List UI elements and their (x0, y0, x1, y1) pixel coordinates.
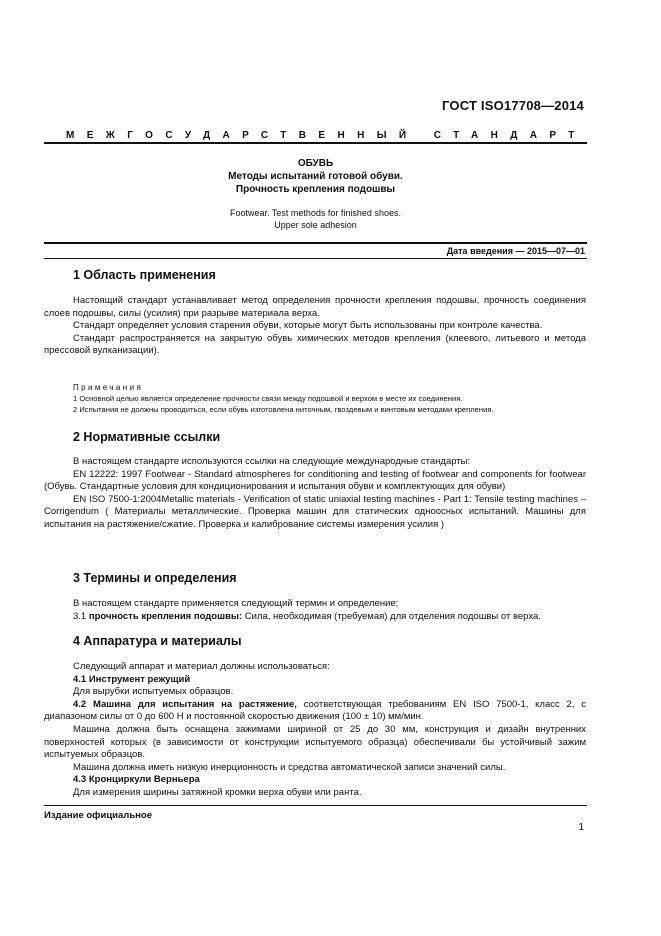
english-title-block (44, 208, 587, 231)
subsection-heading (44, 674, 586, 687)
subsection-4-2-title: 4.2 Машина для испытания на растяжение, (73, 698, 297, 710)
section-2-body (44, 456, 586, 532)
intro-rule-bottom (44, 258, 587, 259)
interstate-standard-banner: МЕЖГОСУДАРСТВЕННЫЙ СТАНДАРТ (66, 130, 587, 141)
paragraph (44, 699, 586, 724)
section-2-heading: 2 Нормативные ссылки (73, 430, 221, 444)
term-text: Сила, необходимая (требуемая) для отделения подошвы от верха. (244, 610, 541, 622)
paragraph: Машина должна иметь низкую инерционность и средства автоматической записи значений силы. (73, 761, 506, 773)
subsection-4-1-title: 4.1 Инструмент режущий (73, 673, 191, 685)
term: прочность крепления подошвы: (88, 610, 243, 622)
subsection-heading (44, 774, 586, 787)
page-number: 1 (578, 822, 584, 833)
top-rule (44, 142, 587, 144)
title-line-1: ОБУВЬ (297, 158, 334, 169)
section-4-body (44, 661, 586, 800)
intro-rule-top (44, 242, 587, 244)
notes-heading: Примечания (73, 383, 144, 392)
note-1: 1 Основной целью является определение прочности связи между подошвой и верхом в месте их соединения. (73, 394, 463, 403)
document-number: ГОСТ ISO17708—2014 (442, 98, 584, 113)
paragraph: Следующий аппарат и материал должны использоваться: (73, 661, 330, 672)
paragraph: В настоящем стандарте применяется следующий термин и определение; (73, 598, 399, 609)
paragraph: Для измерения ширины затяжной кромки верха обуви или ранта. (73, 786, 362, 798)
paragraph: В настоящем стандарте используются ссылки на следующие международные стандарты: (73, 456, 471, 467)
paragraph: Настоящий стандарт устанавливает метод определения прочности крепления подошвы, прочность соединения слоев подошвы, силы (усилия) при разрыве материала верха. (44, 295, 586, 319)
official-edition-label: Издание официальное (44, 810, 152, 821)
section-1-body (44, 295, 586, 358)
section-1-heading: 1 Область применения (73, 268, 216, 282)
english-title-line-1: Footwear. Test methods for finished shoes. (230, 208, 401, 218)
paragraph: Для вырубки испытуемых образцов. (73, 686, 234, 698)
english-title-line-2: Upper sole adhesion (274, 219, 357, 230)
subsection-4-3-title: 4.3 Кронциркули Верньера (73, 774, 200, 786)
paragraph: Машина должна быть оснащена зажимами шириной от 25 до 30 мм, конструкция и дизайн внутренних поверхностей которых (в зависимости от конструкции испытуемого образца) обеспечивали бы устойчивый зажим испытуемых образцов. (44, 723, 586, 761)
subsection-4-2-text: соответствующая требованиям EN ISO 7500-1, класс 2, с диапазоном силы от 0 до 600 Н и постоянной скоростью движения (100 ± 10) мм/мин. (44, 698, 587, 723)
footer-rule (44, 805, 587, 806)
paragraph: EN 12222: 1997 Footwear - Standard atmospheres for conditioning and testing of footwear and components for footwear (Обувь. Стандартные условия для кондиционирования и испытания обуви и комплектующих для обуви) (44, 468, 586, 493)
section-3-heading: 3 Термины и определения (73, 571, 237, 585)
title-block (44, 157, 587, 196)
paragraph: Стандарт распространяется на закрытую обувь химических методов крепления (клеевого, литьевого и метода прессовой вулканизации). (44, 332, 586, 357)
term-number: 3.1 (73, 610, 87, 622)
title-line-3: Прочность крепления подошвы (235, 184, 396, 195)
term-definition (44, 611, 586, 624)
section-3-body (44, 598, 586, 623)
paragraph: EN ISO 7500-1:2004Metallic materials - Verification of static uniaxial testing machines - Part 1: Tensile testing machines – Corrigendum ( Материалы металлические. Проверка машин для статических одноосных испытаний. Машины для испытания на растяжение/сжатие. Проверка и калибрование системы измерения усилия ) (44, 493, 586, 530)
section-1-notes (73, 382, 585, 415)
section-4-heading: 4 Аппаратура и материалы (73, 634, 242, 648)
title-line-2: Методы испытаний готовой обуви. (228, 171, 403, 182)
note-2: 2 Испытания не должны проводиться, если обувь изготовлена ниточным, гвоздевым и винтовым методами крепления. (73, 405, 494, 414)
introduction-date: Дата введения — 2015—07—01 (446, 246, 585, 256)
paragraph: Стандарт определяет условия старения обуви, которые могут быть использованы при контроле качества. (73, 320, 543, 332)
